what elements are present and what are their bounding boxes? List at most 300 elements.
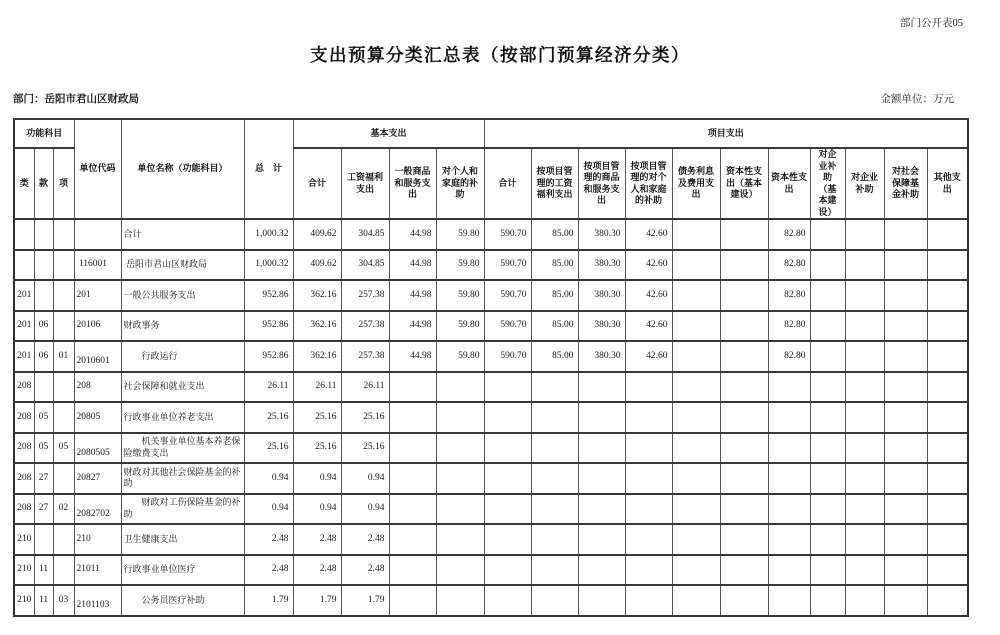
unit-name-cell: 公务员医疗补助 <box>121 585 244 616</box>
value-cell <box>436 402 484 433</box>
func-section-cell: 27 <box>34 494 53 525</box>
value-cell <box>927 494 968 525</box>
value-cell <box>810 433 845 464</box>
value-cell: 590.70 <box>484 341 531 372</box>
func-section-cell <box>34 250 53 281</box>
value-cell: 44.98 <box>389 341 436 372</box>
value-cell: 257.38 <box>341 341 389 372</box>
value-cell <box>810 494 845 525</box>
unit-name-cell: 机关事业单位基本养老保险缴费支出 <box>121 433 244 464</box>
func-item-cell: 03 <box>53 585 74 616</box>
value-cell <box>810 280 845 311</box>
value-cell <box>389 433 436 464</box>
table-row <box>14 280 968 311</box>
unit-code-cell <box>74 219 121 250</box>
value-cell <box>578 463 625 494</box>
value-cell <box>845 280 884 311</box>
value-cell: 42.60 <box>625 311 672 342</box>
value-cell <box>927 524 968 555</box>
value-cell <box>484 402 531 433</box>
value-cell: 1,000.32 <box>244 250 293 281</box>
func-class-cell: 201 <box>14 311 34 342</box>
table-row <box>14 433 968 464</box>
value-cell <box>531 372 578 403</box>
func-item-cell: 02 <box>53 494 74 525</box>
value-cell <box>436 463 484 494</box>
func-class-cell: 201 <box>14 341 34 372</box>
func-section-cell: 05 <box>34 402 53 433</box>
col-header-enterprise-subsidy: 对企业补助 <box>845 148 884 219</box>
value-cell <box>884 585 927 616</box>
unit-name-cell: 行政运行 <box>121 341 244 372</box>
func-section-cell: 06 <box>34 311 53 342</box>
value-cell <box>884 524 927 555</box>
table-row <box>14 219 968 250</box>
value-cell <box>531 585 578 616</box>
value-cell <box>672 524 720 555</box>
value-cell <box>884 250 927 281</box>
value-cell: 26.11 <box>341 372 389 403</box>
value-cell <box>845 311 884 342</box>
unit-name-cell: 社会保障和就业支出 <box>121 372 244 403</box>
value-cell: 1.79 <box>341 585 389 616</box>
value-cell <box>578 372 625 403</box>
func-class-cell <box>14 219 34 250</box>
unit-code-cell: 2080505 <box>74 433 121 464</box>
col-header-func-section: 款 <box>34 148 53 219</box>
value-cell: 25.16 <box>293 402 341 433</box>
func-item-cell <box>53 463 74 494</box>
value-cell <box>720 494 768 525</box>
value-cell <box>720 555 768 586</box>
value-cell <box>720 372 768 403</box>
func-section-cell: 27 <box>34 463 53 494</box>
value-cell: 42.60 <box>625 341 672 372</box>
table-row <box>14 250 968 281</box>
value-cell <box>845 585 884 616</box>
value-cell <box>810 524 845 555</box>
value-cell <box>768 555 810 586</box>
value-cell: 44.98 <box>389 280 436 311</box>
func-section-cell <box>34 372 53 403</box>
value-cell <box>927 402 968 433</box>
func-item-cell <box>53 402 74 433</box>
func-class-cell: 210 <box>14 555 34 586</box>
value-cell <box>578 585 625 616</box>
value-cell <box>768 402 810 433</box>
value-cell <box>720 463 768 494</box>
value-cell: 952.86 <box>244 341 293 372</box>
value-cell <box>672 585 720 616</box>
value-cell: 82.80 <box>768 250 810 281</box>
value-cell: 590.70 <box>484 280 531 311</box>
value-cell <box>768 524 810 555</box>
value-cell: 2.48 <box>244 555 293 586</box>
func-class-cell: 210 <box>14 585 34 616</box>
unit-code-cell: 2082702 <box>74 494 121 525</box>
table-row <box>14 341 968 372</box>
value-cell <box>810 372 845 403</box>
table-row <box>14 402 968 433</box>
unit-code-cell: 20106 <box>74 311 121 342</box>
func-class-cell: 208 <box>14 463 34 494</box>
unit-name-cell: 财政事务 <box>121 311 244 342</box>
col-header-capital-construction: 资本性支出（基本建设） <box>720 148 768 219</box>
func-class-cell: 208 <box>14 402 34 433</box>
value-cell <box>672 433 720 464</box>
value-cell: 380.30 <box>578 311 625 342</box>
value-cell <box>389 494 436 525</box>
func-class-cell: 201 <box>14 280 34 311</box>
value-cell: 82.80 <box>768 311 810 342</box>
value-cell: 25.16 <box>244 433 293 464</box>
value-cell: 59.80 <box>436 219 484 250</box>
budget-table <box>13 118 969 617</box>
value-cell: 25.16 <box>244 402 293 433</box>
col-header-social-security-subsidy: 对社会保障基金补助 <box>884 148 927 219</box>
func-item-cell <box>53 311 74 342</box>
value-cell <box>672 463 720 494</box>
value-cell: 26.11 <box>293 372 341 403</box>
value-cell <box>436 433 484 464</box>
value-cell <box>436 555 484 586</box>
value-cell <box>672 494 720 525</box>
value-cell <box>720 341 768 372</box>
col-group-function: 功能科目 <box>14 119 74 148</box>
value-cell <box>884 219 927 250</box>
unit-code-cell: 2101103 <box>74 585 121 616</box>
value-cell <box>672 280 720 311</box>
value-cell: 380.30 <box>578 250 625 281</box>
value-cell <box>720 402 768 433</box>
col-header-debt-interest-fees: 债务利息及费用支出 <box>672 148 720 219</box>
value-cell <box>578 402 625 433</box>
unit-name-cell: 财政对其他社会保险基金的补助 <box>121 463 244 494</box>
table-row <box>14 311 968 342</box>
value-cell <box>672 402 720 433</box>
value-cell <box>720 433 768 464</box>
unit-name-cell: 合计 <box>121 219 244 250</box>
table-row <box>14 585 968 616</box>
value-cell <box>531 463 578 494</box>
value-cell <box>768 372 810 403</box>
value-cell: 304.85 <box>341 219 389 250</box>
value-cell <box>884 341 927 372</box>
value-cell: 59.80 <box>436 250 484 281</box>
table-row <box>14 372 968 403</box>
value-cell <box>927 585 968 616</box>
value-cell <box>845 555 884 586</box>
func-section-cell: 11 <box>34 555 53 586</box>
value-cell: 82.80 <box>768 341 810 372</box>
value-cell: 2.48 <box>293 555 341 586</box>
value-cell <box>389 372 436 403</box>
table-row <box>14 494 968 525</box>
value-cell: 0.94 <box>244 463 293 494</box>
value-cell <box>484 555 531 586</box>
col-header-basic-total: 合计 <box>293 148 341 219</box>
value-cell: 0.94 <box>244 494 293 525</box>
value-cell <box>884 280 927 311</box>
value-cell: 2.48 <box>293 524 341 555</box>
col-header-unit-name: 单位名称（功能科目） <box>121 119 244 219</box>
value-cell <box>625 524 672 555</box>
value-cell <box>436 524 484 555</box>
col-header-basic-individual-family: 对个人和家庭的补助 <box>436 148 484 219</box>
table-row <box>14 524 968 555</box>
value-cell <box>845 219 884 250</box>
value-cell <box>810 250 845 281</box>
table-row <box>14 463 968 494</box>
col-header-basic-wages: 工资福利支出 <box>341 148 389 219</box>
header-row-groups <box>14 119 968 148</box>
value-cell: 59.80 <box>436 341 484 372</box>
func-section-cell: 11 <box>34 585 53 616</box>
col-header-other-expenditure: 其他支出 <box>927 148 968 219</box>
value-cell: 85.00 <box>531 341 578 372</box>
value-cell <box>884 311 927 342</box>
unit-code-cell: 201 <box>74 280 121 311</box>
unit-name-cell: 卫生健康支出 <box>121 524 244 555</box>
unit-code-cell: 20805 <box>74 402 121 433</box>
value-cell <box>484 494 531 525</box>
value-cell: 59.80 <box>436 311 484 342</box>
value-cell <box>625 555 672 586</box>
value-cell <box>625 585 672 616</box>
value-cell <box>845 524 884 555</box>
unit-code-cell: 208 <box>74 372 121 403</box>
func-item-cell <box>53 250 74 281</box>
value-cell <box>720 280 768 311</box>
value-cell <box>484 433 531 464</box>
value-cell: 42.60 <box>625 219 672 250</box>
value-cell <box>720 250 768 281</box>
table-row <box>14 555 968 586</box>
value-cell <box>672 372 720 403</box>
value-cell <box>484 463 531 494</box>
value-cell: 1.79 <box>293 585 341 616</box>
value-cell: 409.62 <box>293 250 341 281</box>
value-cell <box>927 341 968 372</box>
value-cell: 1.79 <box>244 585 293 616</box>
unit-code-cell: 116001 <box>74 250 121 281</box>
value-cell <box>625 463 672 494</box>
unit-code-cell: 210 <box>74 524 121 555</box>
col-header-unit-code: 单位代码 <box>74 119 121 219</box>
func-class-cell: 208 <box>14 494 34 525</box>
func-item-cell <box>53 280 74 311</box>
func-item-cell <box>53 524 74 555</box>
value-cell: 380.30 <box>578 280 625 311</box>
unit-code-cell: 2010601 <box>74 341 121 372</box>
value-cell <box>845 250 884 281</box>
value-cell <box>845 372 884 403</box>
value-cell: 590.70 <box>484 250 531 281</box>
value-cell: 304.85 <box>341 250 389 281</box>
value-cell: 42.60 <box>625 280 672 311</box>
value-cell <box>927 433 968 464</box>
value-cell <box>884 494 927 525</box>
value-cell <box>531 524 578 555</box>
value-cell: 44.98 <box>389 311 436 342</box>
value-cell: 25.16 <box>341 433 389 464</box>
value-cell: 0.94 <box>341 494 389 525</box>
meta-row <box>13 91 954 106</box>
value-cell <box>720 219 768 250</box>
func-section-cell: 06 <box>34 341 53 372</box>
value-cell <box>810 555 845 586</box>
value-cell: 590.70 <box>484 219 531 250</box>
value-cell <box>484 585 531 616</box>
value-cell: 44.98 <box>389 250 436 281</box>
table-body <box>14 219 968 616</box>
value-cell <box>845 494 884 525</box>
value-cell <box>389 585 436 616</box>
value-cell <box>810 341 845 372</box>
value-cell: 952.86 <box>244 280 293 311</box>
unit-name-cell: 一般公共服务支出 <box>121 280 244 311</box>
value-cell: 952.86 <box>244 311 293 342</box>
col-header-project-wages: 按项目管理的工资福利支出 <box>531 148 578 219</box>
value-cell <box>625 372 672 403</box>
value-cell: 0.94 <box>341 463 389 494</box>
value-cell: 380.30 <box>578 219 625 250</box>
unit-name-cell: 财政对工伤保险基金的补助 <box>121 494 244 525</box>
func-section-cell <box>34 280 53 311</box>
value-cell: 257.38 <box>341 311 389 342</box>
value-cell: 85.00 <box>531 219 578 250</box>
value-cell <box>810 311 845 342</box>
value-cell <box>720 524 768 555</box>
value-cell: 2.48 <box>341 555 389 586</box>
value-cell: 590.70 <box>484 311 531 342</box>
amount-unit-label: 金额单位：万元 <box>880 94 954 105</box>
value-cell <box>810 463 845 494</box>
value-cell <box>436 585 484 616</box>
value-cell <box>768 494 810 525</box>
value-cell <box>927 250 968 281</box>
value-cell: 85.00 <box>531 280 578 311</box>
value-cell <box>720 585 768 616</box>
func-item-cell <box>53 372 74 403</box>
func-item-cell: 05 <box>53 433 74 464</box>
value-cell <box>845 341 884 372</box>
value-cell <box>720 311 768 342</box>
value-cell <box>884 433 927 464</box>
value-cell: 44.98 <box>389 219 436 250</box>
value-cell: 362.16 <box>293 341 341 372</box>
value-cell: 85.00 <box>531 250 578 281</box>
value-cell <box>531 555 578 586</box>
value-cell: 42.60 <box>625 250 672 281</box>
col-header-enterprise-subsidy-construction: 对企业补助（基本建设） <box>810 148 845 219</box>
value-cell: 409.62 <box>293 219 341 250</box>
unit-name-cell: 岳阳市君山区财政局 <box>121 250 244 281</box>
func-item-cell <box>53 555 74 586</box>
value-cell <box>484 372 531 403</box>
value-cell <box>531 402 578 433</box>
value-cell <box>672 311 720 342</box>
value-cell <box>531 433 578 464</box>
func-item-cell: 01 <box>53 341 74 372</box>
col-header-func-class: 类 <box>14 148 34 219</box>
func-section-cell: 05 <box>34 433 53 464</box>
value-cell: 380.30 <box>578 341 625 372</box>
value-cell <box>625 402 672 433</box>
value-cell <box>927 463 968 494</box>
value-cell <box>389 463 436 494</box>
value-cell <box>531 494 578 525</box>
value-cell <box>436 494 484 525</box>
value-cell: 2.48 <box>244 524 293 555</box>
col-header-basic-goods-services: 一般商品和服务支出 <box>389 148 436 219</box>
value-cell <box>810 402 845 433</box>
func-class-cell: 208 <box>14 372 34 403</box>
col-header-grand-total: 总 计 <box>244 119 293 219</box>
value-cell: 1,000.32 <box>244 219 293 250</box>
value-cell <box>625 433 672 464</box>
value-cell: 59.80 <box>436 280 484 311</box>
value-cell <box>927 219 968 250</box>
func-class-cell <box>14 250 34 281</box>
value-cell <box>884 463 927 494</box>
value-cell <box>768 585 810 616</box>
sheet-label: 部门公开表05 <box>900 18 963 29</box>
value-cell <box>578 524 625 555</box>
value-cell <box>845 433 884 464</box>
func-item-cell <box>53 219 74 250</box>
value-cell <box>768 463 810 494</box>
value-cell <box>389 555 436 586</box>
value-cell <box>578 555 625 586</box>
value-cell: 25.16 <box>341 402 389 433</box>
value-cell <box>672 341 720 372</box>
value-cell <box>672 219 720 250</box>
value-cell: 85.00 <box>531 311 578 342</box>
value-cell <box>845 463 884 494</box>
func-section-cell <box>34 524 53 555</box>
value-cell <box>672 555 720 586</box>
value-cell: 82.80 <box>768 219 810 250</box>
unit-code-cell: 20827 <box>74 463 121 494</box>
unit-code-cell: 21011 <box>74 555 121 586</box>
col-header-project-individual-family: 按项目管理的对个人和家庭的补助 <box>625 148 672 219</box>
value-cell: 362.16 <box>293 311 341 342</box>
page-title: 支出预算分类汇总表（按部门预算经济分类） <box>310 45 690 65</box>
value-cell <box>927 555 968 586</box>
value-cell: 362.16 <box>293 280 341 311</box>
unit-name-cell: 行政事业单位养老支出 <box>121 402 244 433</box>
col-header-project-total: 合计 <box>484 148 531 219</box>
value-cell: 26.11 <box>244 372 293 403</box>
col-group-project-expenditure: 项目支出 <box>484 119 968 148</box>
col-header-project-goods-services: 按项目管理的商品和服务支出 <box>578 148 625 219</box>
value-cell <box>884 555 927 586</box>
value-cell: 0.94 <box>293 494 341 525</box>
value-cell <box>578 433 625 464</box>
func-class-cell: 208 <box>14 433 34 464</box>
func-class-cell: 210 <box>14 524 34 555</box>
func-section-cell <box>34 219 53 250</box>
unit-name-cell: 行政事业单位医疗 <box>121 555 244 586</box>
value-cell <box>436 372 484 403</box>
value-cell <box>810 585 845 616</box>
value-cell: 0.94 <box>293 463 341 494</box>
value-cell <box>845 402 884 433</box>
value-cell <box>927 280 968 311</box>
col-header-func-item: 项 <box>53 148 74 219</box>
value-cell <box>672 250 720 281</box>
